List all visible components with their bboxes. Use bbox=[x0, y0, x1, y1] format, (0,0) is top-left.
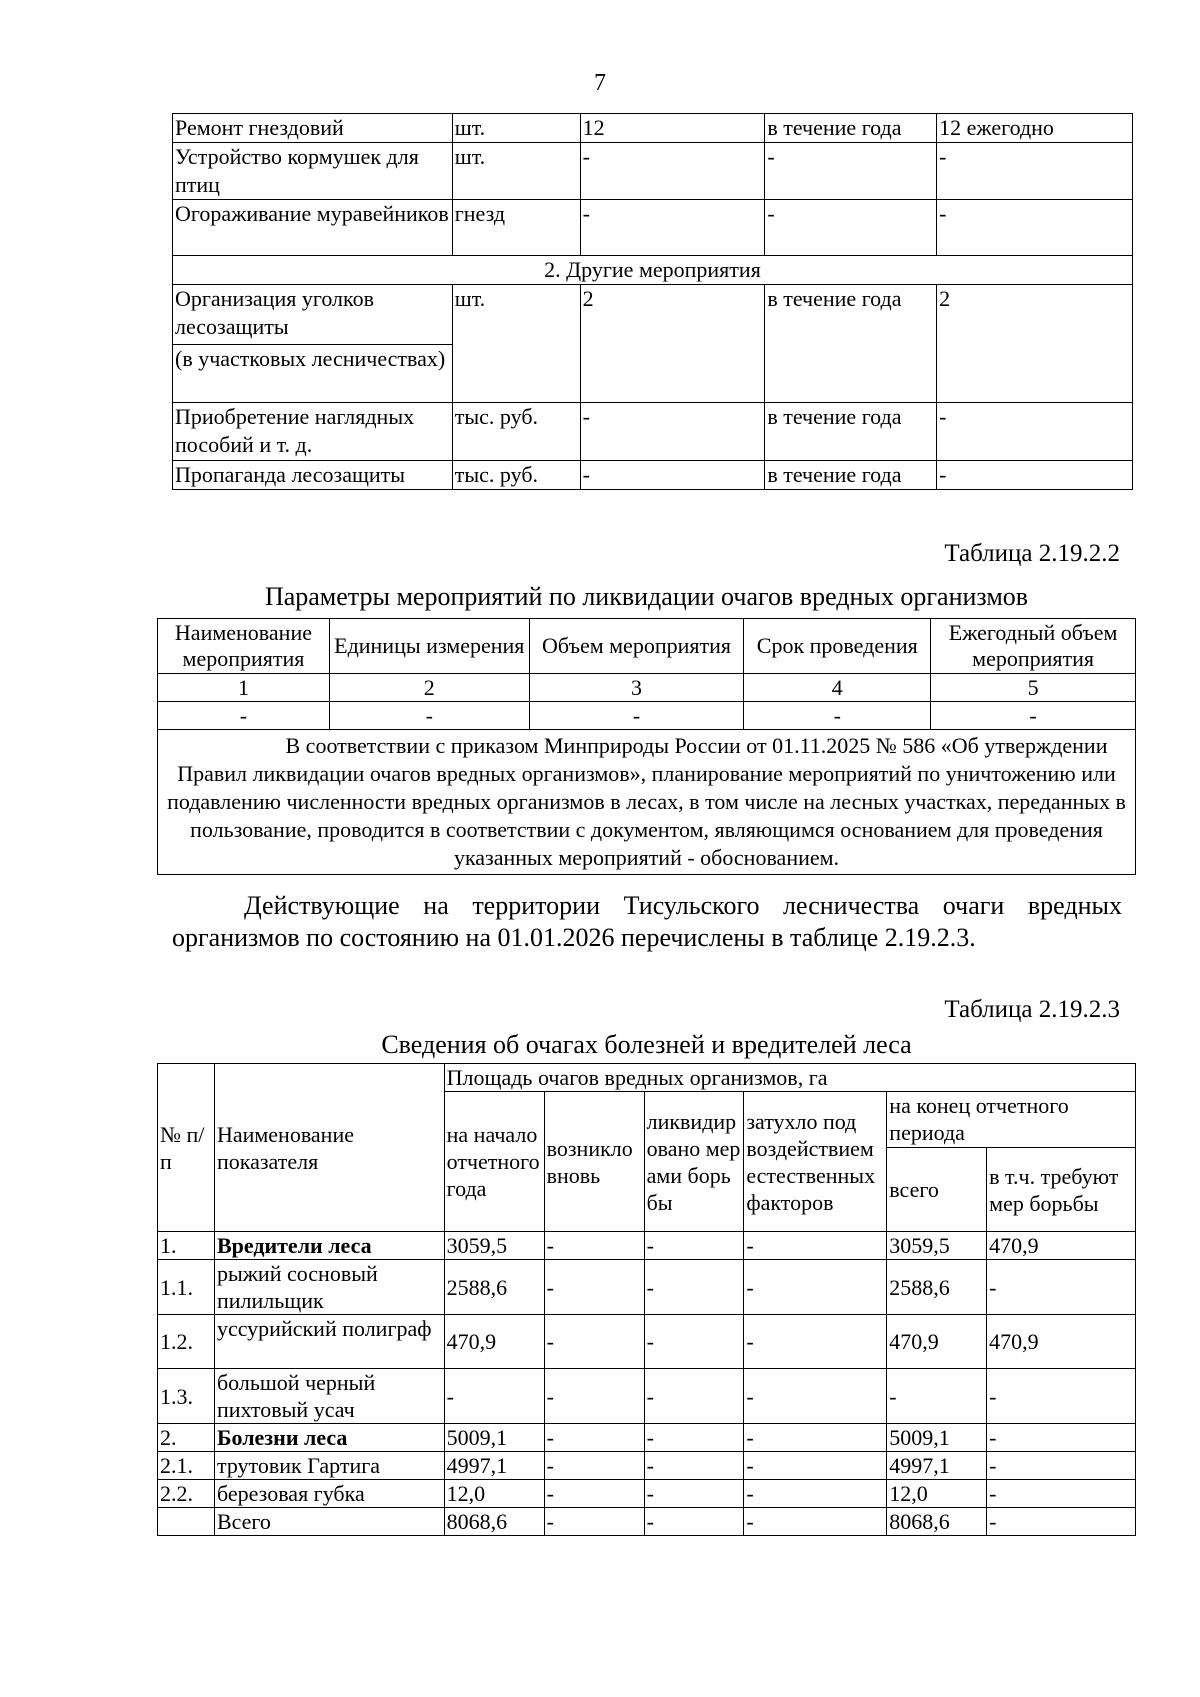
cell-name-text: уссурийский полиграф bbox=[216, 1316, 432, 1341]
cell-name bbox=[214, 1369, 444, 1424]
cell-start bbox=[444, 1260, 544, 1315]
cell-total bbox=[887, 1508, 987, 1536]
cell-num bbox=[158, 1260, 215, 1315]
cell-num-text: 2.2. bbox=[160, 1481, 193, 1506]
cell-faded bbox=[744, 1508, 887, 1536]
cell-term: в течение года bbox=[765, 114, 937, 143]
header-cell: Объем мероприятия bbox=[529, 619, 744, 674]
cell-liq-text: - bbox=[646, 1509, 654, 1534]
number-cell: 4 bbox=[744, 674, 931, 702]
cell-faded-text: - bbox=[746, 1453, 754, 1478]
cell-faded-text: - bbox=[746, 1509, 754, 1534]
cell-need-text: - bbox=[989, 1383, 997, 1409]
number-row bbox=[158, 674, 1136, 702]
cell-num-text: 2.1. bbox=[160, 1453, 193, 1478]
cell-liq-text: - bbox=[646, 1233, 654, 1258]
header-start: на начало отчетного года bbox=[444, 1092, 544, 1232]
cell-faded bbox=[744, 1232, 887, 1260]
number-cell: 5 bbox=[931, 674, 1136, 702]
cell-need-text: - bbox=[989, 1481, 997, 1506]
cell-liq bbox=[644, 1260, 744, 1315]
cell-start bbox=[444, 1480, 544, 1508]
cell-need bbox=[987, 1508, 1136, 1536]
measures-table-continued bbox=[172, 113, 1133, 490]
header-num: № п/п bbox=[158, 1064, 215, 1232]
header-cell: Единицы измерения bbox=[329, 619, 529, 674]
cell-start bbox=[444, 1232, 544, 1260]
cell-term: - bbox=[765, 143, 937, 200]
cell-name bbox=[214, 1480, 444, 1508]
table-row bbox=[158, 1232, 1136, 1260]
cell-liq-text: - bbox=[646, 1274, 654, 1300]
cell-liq-text: - bbox=[646, 1453, 654, 1478]
cell-term: - bbox=[765, 200, 937, 256]
table-row bbox=[173, 461, 1133, 490]
cell-start bbox=[444, 1508, 544, 1536]
cell-need-text: - bbox=[989, 1274, 997, 1300]
cell-faded bbox=[744, 1369, 887, 1424]
cell-start-text: - bbox=[446, 1383, 454, 1409]
cell-liq-text: - bbox=[646, 1481, 654, 1506]
cell-name bbox=[214, 1260, 444, 1315]
cell-need-text: - bbox=[989, 1425, 997, 1450]
cell-term: в течение года bbox=[765, 403, 937, 461]
cell-liq bbox=[644, 1424, 744, 1452]
section-title: 2. Другие мероприятия bbox=[173, 256, 1133, 285]
cell-annual: - bbox=[937, 200, 1133, 256]
cell-annual: 12 ежегодно bbox=[937, 114, 1133, 143]
cell-name-text: Вредители леса bbox=[216, 1233, 372, 1258]
header-need: в т.ч. требуют мер борьбы bbox=[987, 1148, 1136, 1232]
cell-liq bbox=[644, 1232, 744, 1260]
cell-faded-text: - bbox=[746, 1481, 754, 1506]
cell-volume: 2 bbox=[580, 285, 765, 403]
cell-total bbox=[887, 1424, 987, 1452]
note-cell bbox=[158, 730, 1136, 875]
header-row bbox=[158, 619, 1136, 674]
cell-start-text: 5009,1 bbox=[446, 1425, 508, 1450]
cell: - bbox=[931, 702, 1136, 730]
cell-faded bbox=[744, 1480, 887, 1508]
cell-num-text: 1. bbox=[160, 1233, 177, 1258]
cell-need bbox=[987, 1260, 1136, 1315]
cell-need bbox=[987, 1424, 1136, 1452]
cell-faded-text: - bbox=[746, 1383, 754, 1409]
table-row bbox=[158, 1480, 1136, 1508]
cell-liq bbox=[644, 1452, 744, 1480]
cell-new-text: - bbox=[546, 1274, 554, 1300]
cell-total bbox=[887, 1369, 987, 1424]
header-liquidated: ликвидировано мерами борьбы bbox=[644, 1092, 744, 1232]
cell-faded-text: - bbox=[746, 1329, 754, 1354]
cell-faded bbox=[744, 1452, 887, 1480]
table-label: Таблица 2.19.2.2 bbox=[944, 540, 1120, 567]
cell-num-text: 1.3. bbox=[160, 1383, 193, 1409]
cell-new-text: - bbox=[546, 1233, 554, 1258]
cell-start bbox=[444, 1424, 544, 1452]
cell-start-text: 2588,6 bbox=[446, 1274, 508, 1300]
header-cell: Срок проведения bbox=[744, 619, 931, 674]
cell-total-text: 3059,5 bbox=[889, 1233, 950, 1258]
cell-name-text: Всего bbox=[216, 1509, 271, 1534]
cell-liq bbox=[644, 1369, 744, 1424]
cell-name-text: березовая губка bbox=[216, 1481, 365, 1506]
table-row bbox=[158, 1452, 1136, 1480]
cell-name-sub: (в участковых лесничествах) bbox=[173, 345, 453, 403]
cell-new bbox=[544, 1315, 644, 1369]
cell-num-text: 2. bbox=[160, 1425, 177, 1450]
pest-foci-table bbox=[157, 1063, 1136, 1536]
cell-total bbox=[887, 1232, 987, 1260]
cell-total-text: 2588,6 bbox=[889, 1274, 950, 1300]
cell-new bbox=[544, 1369, 644, 1424]
cell-faded bbox=[744, 1260, 887, 1315]
cell-unit: шт. bbox=[452, 285, 580, 403]
cell-annual: - bbox=[937, 143, 1133, 200]
header-total: всего bbox=[887, 1148, 987, 1232]
header-faded: затухло под воздействием естественных факторов bbox=[744, 1092, 887, 1232]
table-label: Таблица 2.19.2.3 bbox=[944, 996, 1120, 1023]
table-row bbox=[173, 403, 1133, 461]
cell-total-text: 5009,1 bbox=[889, 1425, 950, 1450]
cell-start-text: 12,0 bbox=[446, 1481, 486, 1506]
number-cell: 1 bbox=[158, 674, 330, 702]
cell-name: Ремонт гнездовий bbox=[173, 114, 453, 143]
table-row bbox=[158, 1369, 1136, 1424]
cell-name: Устройство кормушек для птиц bbox=[173, 143, 453, 200]
cell-new-text: - bbox=[546, 1453, 554, 1478]
cell-num bbox=[158, 1508, 215, 1536]
cell-need-text: - bbox=[989, 1453, 997, 1478]
table-row bbox=[158, 1508, 1136, 1536]
cell-unit: шт. bbox=[452, 143, 580, 200]
cell-volume: - bbox=[580, 143, 765, 200]
cell-name: Организация уголков лесозащиты bbox=[173, 285, 453, 345]
table-row bbox=[173, 285, 1133, 345]
body-paragraph: Действующие на территории Тисульского лесничества очаги вредных организмов по состоянию на 01.01.2026 перечислены в таблице 2.19.2.3. bbox=[172, 891, 1122, 952]
cell-faded-text: - bbox=[746, 1274, 754, 1300]
cell-need bbox=[987, 1232, 1136, 1260]
cell-name-text: большой черный пихтовый усач bbox=[216, 1370, 376, 1422]
cell-liq bbox=[644, 1508, 744, 1536]
cell-num-text: 1.2. bbox=[160, 1329, 193, 1354]
cell-new-text: - bbox=[546, 1425, 554, 1450]
cell-need bbox=[987, 1369, 1136, 1424]
header-end: на конец отчетного периода bbox=[887, 1092, 1136, 1148]
cell-new bbox=[544, 1424, 644, 1452]
cell-new-text: - bbox=[546, 1509, 554, 1534]
header-cell: Наименование мероприятия bbox=[158, 619, 330, 674]
cell-total bbox=[887, 1260, 987, 1315]
table-title: Параметры мероприятий по ликвидации очагов вредных организмов bbox=[264, 582, 1029, 611]
cell-volume: 12 bbox=[580, 114, 765, 143]
cell-name-text: рыжий сосновый пилильщик bbox=[216, 1261, 378, 1313]
cell-liq-text: - bbox=[646, 1383, 654, 1409]
table-row bbox=[158, 1424, 1136, 1452]
cell-name bbox=[214, 1232, 444, 1260]
table-title: Сведения об очагах болезней и вредителей леса bbox=[381, 1030, 912, 1059]
number-cell: 3 bbox=[529, 674, 744, 702]
cell-name bbox=[214, 1315, 444, 1369]
page-number: 7 bbox=[594, 70, 606, 96]
cell-faded bbox=[744, 1315, 887, 1369]
cell-volume: - bbox=[580, 461, 765, 490]
cell-total bbox=[887, 1480, 987, 1508]
table-row bbox=[158, 702, 1136, 730]
table-row bbox=[173, 200, 1133, 256]
cell-liq bbox=[644, 1480, 744, 1508]
cell-volume: - bbox=[580, 403, 765, 461]
cell-new bbox=[544, 1480, 644, 1508]
cell-need bbox=[987, 1480, 1136, 1508]
cell-unit: гнезд bbox=[452, 200, 580, 256]
cell-unit: шт. bbox=[452, 114, 580, 143]
cell-num-text: 1.1. bbox=[160, 1274, 193, 1300]
table-row bbox=[158, 1315, 1136, 1369]
cell-start bbox=[444, 1315, 544, 1369]
table-row bbox=[173, 143, 1133, 200]
cell-need-text: 470,9 bbox=[989, 1233, 1039, 1258]
cell-name bbox=[214, 1424, 444, 1452]
cell-unit: тыс. руб. bbox=[452, 403, 580, 461]
cell-total-text: 8068,6 bbox=[889, 1509, 950, 1534]
cell: - bbox=[744, 702, 931, 730]
pest-liquidation-table bbox=[157, 618, 1136, 875]
table-row bbox=[173, 114, 1133, 143]
header-area: Площадь очагов вредных организмов, га bbox=[444, 1064, 1135, 1092]
cell-new-text: - bbox=[546, 1481, 554, 1506]
cell: - bbox=[158, 702, 330, 730]
cell-liq-text: - bbox=[646, 1425, 654, 1450]
header-new: возникло вновь bbox=[544, 1092, 644, 1232]
cell-new bbox=[544, 1508, 644, 1536]
cell-num bbox=[158, 1315, 215, 1369]
cell-num bbox=[158, 1424, 215, 1452]
cell-name: Огораживание муравейников bbox=[173, 200, 453, 256]
cell-new-text: - bbox=[546, 1329, 554, 1354]
cell-faded bbox=[744, 1424, 887, 1452]
cell-liq-text: - bbox=[646, 1329, 654, 1354]
cell-num bbox=[158, 1452, 215, 1480]
cell-annual: 2 bbox=[937, 285, 1133, 403]
cell-num bbox=[158, 1480, 215, 1508]
number-cell: 2 bbox=[329, 674, 529, 702]
cell-annual: - bbox=[937, 403, 1133, 461]
header-name: Наименование показателя bbox=[214, 1064, 444, 1232]
cell-need bbox=[987, 1452, 1136, 1480]
cell-name bbox=[214, 1452, 444, 1480]
cell-annual: - bbox=[937, 461, 1133, 490]
cell-name: Приобретение наглядных пособий и т. д. bbox=[173, 403, 453, 461]
cell-start-text: 3059,5 bbox=[446, 1233, 508, 1258]
cell-new bbox=[544, 1260, 644, 1315]
cell-total-text: 4997,1 bbox=[889, 1453, 950, 1478]
cell-unit: тыс. руб. bbox=[452, 461, 580, 490]
cell-name-text: трутовик Гартига bbox=[216, 1453, 381, 1478]
cell-faded-text: - bbox=[746, 1425, 754, 1450]
cell-start bbox=[444, 1452, 544, 1480]
cell-total-text: 470,9 bbox=[889, 1329, 939, 1354]
note-row bbox=[158, 730, 1136, 875]
header-row bbox=[158, 1064, 1136, 1092]
cell-liq bbox=[644, 1315, 744, 1369]
cell-start-text: 470,9 bbox=[446, 1329, 497, 1354]
cell-num bbox=[158, 1369, 215, 1424]
cell-total bbox=[887, 1315, 987, 1369]
cell-total-text: 12,0 bbox=[889, 1481, 928, 1506]
table-row bbox=[158, 1260, 1136, 1315]
cell-total-text: - bbox=[889, 1383, 897, 1409]
cell-faded-text: - bbox=[746, 1233, 754, 1258]
cell-start bbox=[444, 1369, 544, 1424]
section-row bbox=[173, 256, 1133, 285]
cell-name-text: Болезни леса bbox=[216, 1425, 348, 1450]
cell: - bbox=[329, 702, 529, 730]
cell-name: Пропаганда лесозащиты bbox=[173, 461, 453, 490]
cell-new bbox=[544, 1232, 644, 1260]
cell-start-text: 4997,1 bbox=[446, 1453, 508, 1478]
cell-start-text: 8068,6 bbox=[446, 1509, 508, 1534]
cell-need-text: 470,9 bbox=[989, 1329, 1039, 1354]
cell-num bbox=[158, 1232, 215, 1260]
cell-total bbox=[887, 1452, 987, 1480]
cell-new-text: - bbox=[546, 1383, 554, 1409]
cell-new bbox=[544, 1452, 644, 1480]
cell-term: в течение года bbox=[765, 461, 937, 490]
cell-volume: - bbox=[580, 200, 765, 256]
cell-term: в течение года bbox=[765, 285, 937, 403]
cell: - bbox=[529, 702, 744, 730]
cell-need-text: - bbox=[989, 1509, 997, 1534]
header-cell: Ежегодный объем мероприятия bbox=[931, 619, 1136, 674]
cell-name bbox=[214, 1508, 444, 1536]
note-text: В соответствии с приказом Минприроды России от 01.11.2025 № 586 «Об утверждении Правил ликвидации очагов вредных организмов», планирование мероприятий по уничтожению или подавлению численности вредных организмов в лесах, в том числе на лесных участках, переданных в пользование, проводится в соответствии с документом, являющимся основанием для проведения указанных мероприятий - обоснованием. bbox=[167, 733, 1126, 870]
cell-need bbox=[987, 1315, 1136, 1369]
